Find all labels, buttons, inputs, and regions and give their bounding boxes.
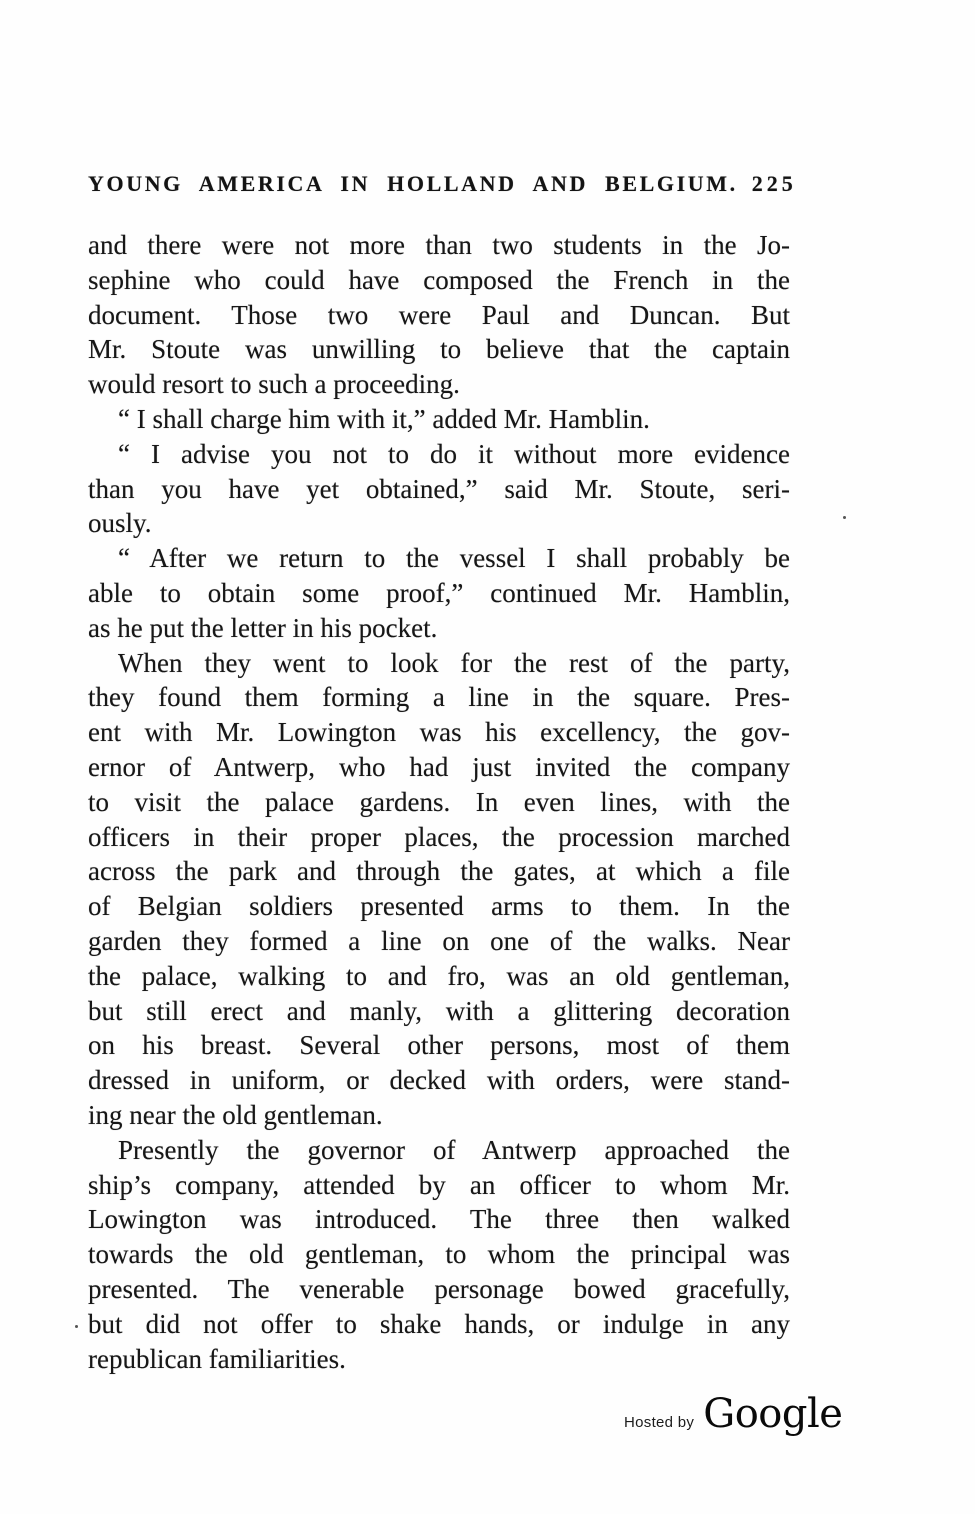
text-line: “ I shall charge him with it,” added Mr. Hamblin. [118, 403, 650, 434]
text-line: officers in their proper places, the procession marched [88, 821, 790, 852]
text-line: of Belgian soldiers presented arms to them. In the [88, 891, 790, 922]
scan-speck [75, 1325, 78, 1328]
page-text [88, 228, 790, 1376]
text-line: document. Those two were Paul and Duncan. But [88, 299, 790, 330]
text-line: Presently the governor of Antwerp approached the [118, 1134, 790, 1165]
text-line: ship’s company, attended by an officer to whom Mr. [88, 1169, 790, 1200]
text-line: than you have yet obtained,” said Mr. Stoute, seri- [88, 473, 790, 504]
scan-speck [843, 516, 846, 519]
header-title: YOUNG AMERICA IN HOLLAND AND BELGIUM. [88, 171, 738, 196]
running-header [88, 171, 797, 197]
text-line: as he put the letter in his pocket. [88, 612, 438, 643]
text-line: on his breast. Several other persons, most of them [88, 1030, 790, 1061]
text-line: presented. The venerable personage bowed gracefully, [88, 1273, 790, 1304]
text-line: but did not offer to shake hands, or indulge in any [88, 1308, 790, 1339]
text-line: ing near the old gentleman. [88, 1099, 383, 1130]
text-line: ent with Mr. Lowington was his excellency, the gov- [88, 717, 790, 748]
page-number: 225 [751, 171, 797, 196]
text-line: ernor of Antwerp, who had just invited the company [88, 751, 790, 782]
text-line: garden they formed a line on one of the walks. Near [88, 925, 790, 956]
text-line: towards the old gentleman, to whom the principal was [88, 1239, 790, 1270]
text-line: “ After we return to the vessel I shall probably be [118, 543, 790, 574]
text-line: and there were not more than two students in the Jo- [88, 230, 790, 260]
text-line: Mr. Stoute was unwilling to believe that the captain [88, 334, 790, 365]
text-line: ously. [88, 508, 152, 539]
text-line: would resort to such a proceeding. [88, 369, 460, 400]
text-line: Lowington was introduced. The three then walked [88, 1204, 790, 1235]
text-line: they found them forming a line in the square. Pres- [88, 682, 790, 713]
text-line: to visit the palace gardens. In even lines, with the [88, 786, 790, 817]
text-line: republican familiarities. [88, 1343, 346, 1374]
hosted-by-label: Hosted by [624, 1414, 695, 1431]
google-logo: Google [703, 1391, 843, 1437]
text-line: but still erect and manly, with a glittering decoration [88, 995, 790, 1026]
text-line: sephine who could have composed the French in the [88, 264, 790, 295]
text-line: When they went to look for the rest of the party, [118, 647, 790, 678]
footer [624, 1391, 843, 1437]
text-line: “ I advise you not to do it without more evidence [118, 438, 790, 469]
text-line: across the park and through the gates, at which a file [88, 856, 790, 887]
text-line: dressed in uniform, or decked with orders, were stand- [88, 1065, 790, 1096]
text-line: able to obtain some proof,” continued Mr. Hamblin, [88, 577, 790, 608]
text-line: the palace, walking to and fro, was an old gentleman, [88, 960, 790, 991]
